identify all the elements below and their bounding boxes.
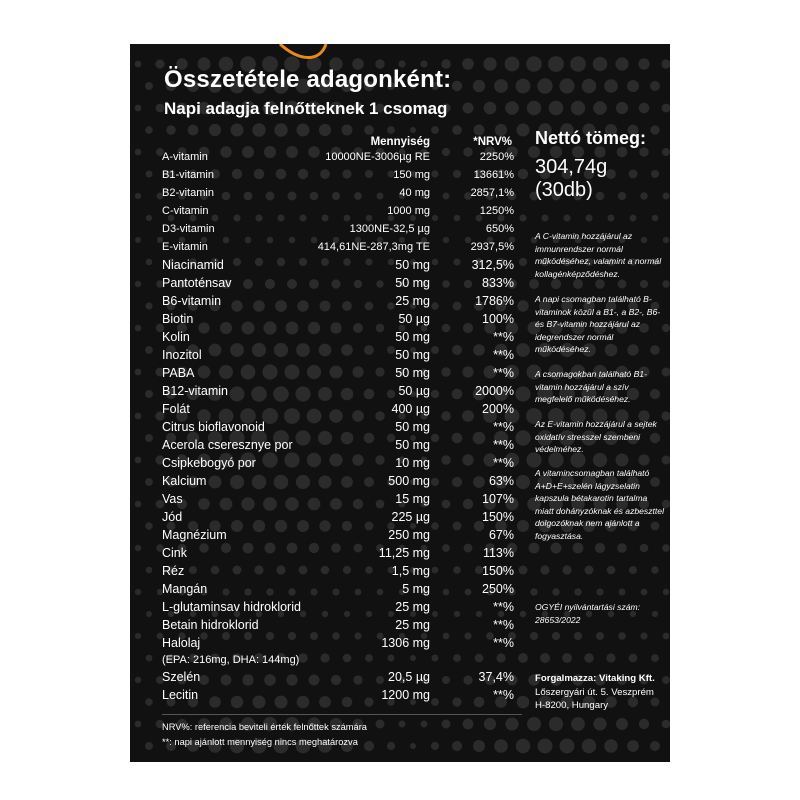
ingredient-name: B12-vitamin xyxy=(162,384,228,398)
ingredient-row xyxy=(162,310,522,328)
ingredient-row xyxy=(162,418,522,436)
ingredient-nrv: 37,4% xyxy=(478,670,514,684)
ingredient-nrv: 2857,1% xyxy=(470,187,514,199)
ingredient-quantity: 50 mg xyxy=(395,330,430,344)
distributor-address-line2: H-8200, Hungary xyxy=(535,700,609,711)
ingredient-nrv: 67% xyxy=(488,528,514,542)
ingredient-quantity: 50 µg xyxy=(398,384,430,398)
ingredient-quantity: 50 mg xyxy=(395,420,430,434)
ingredient-row xyxy=(162,256,522,274)
ingredient-name: Pantoténsav xyxy=(162,276,232,290)
ingredient-row xyxy=(162,364,522,382)
ingredient-name: Acerola cseresznye por xyxy=(162,438,293,452)
ingredient-nrv: 2250% xyxy=(479,151,514,163)
ingredient-row xyxy=(162,634,522,652)
ingredient-row xyxy=(162,686,522,704)
side-note-warning: A vitamincsomagban található A+D+E+szelén lágyzselatin kapszula bétakarotin tartalma miatt dohányzóknak és azbeszttel dolgozóknak nem ajánlott a fogyasztása. xyxy=(535,468,664,541)
ingredient-nrv: 113% xyxy=(482,546,514,560)
ingredient-row xyxy=(162,544,522,562)
ingredient-row xyxy=(162,508,522,526)
ingredient-nrv: **% xyxy=(493,600,514,614)
ingredient-row xyxy=(162,400,522,418)
side-note-c-vitamin: A C-vitamin hozzájárul az immunrendszer normál működéséhez, valamint a normál kollagénképződéshez. xyxy=(535,231,662,279)
net-weight-value: 304,74g (30db) xyxy=(535,156,608,201)
ingredient-quantity: 15 mg xyxy=(395,492,430,506)
ingredient-quantity: 50 mg xyxy=(395,276,430,290)
distributor-block xyxy=(535,672,667,713)
ingredient-nrv: **% xyxy=(493,348,514,362)
ingredient-quantity: 50 mg xyxy=(395,438,430,452)
ingredient-quantity: 1000 mg xyxy=(387,205,430,217)
ingredient-quantity: 500 mg xyxy=(388,474,430,488)
ingredient-quantity: 1306 mg xyxy=(381,636,430,650)
side-note-b1-vitamin: A csomagokban található B1-vitamin hozzájárul a szív megfelelő működéséhez. xyxy=(535,369,647,405)
ingredient-nrv: 1250% xyxy=(479,205,514,217)
ingredient-name: Csipkebogyó por xyxy=(162,456,256,470)
ingredient-row xyxy=(162,490,522,508)
column-header-quantity: Mennyiség xyxy=(370,136,430,148)
ingredient-quantity: 50 mg xyxy=(395,258,430,272)
ingredient-name: Vas xyxy=(162,492,183,506)
ingredient-nrv: **% xyxy=(493,420,514,434)
ingredient-nrv: **% xyxy=(493,330,514,344)
ingredient-quantity: 225 µg xyxy=(391,510,430,524)
ingredient-name: Niacinamid xyxy=(162,258,224,272)
ingredient-quantity: 150 mg xyxy=(393,169,430,181)
ingredient-row xyxy=(162,616,522,634)
page-subtitle: Napi adagja felnőtteknek 1 csomag xyxy=(164,99,448,118)
ingredient-nrv: 250% xyxy=(482,582,514,596)
ingredient-quantity: 10 mg xyxy=(395,456,430,470)
ingredient-quantity: 1200 mg xyxy=(381,688,430,702)
ingredient-name: A-vitamin xyxy=(162,151,208,163)
ingredient-nrv: **% xyxy=(493,438,514,452)
ingredient-nrv: 63% xyxy=(488,474,514,488)
ingredient-quantity: 414,61NE-287,3mg TE xyxy=(317,241,430,253)
ingredient-row xyxy=(162,526,522,544)
ingredient-nrv: 650% xyxy=(485,223,514,235)
ingredient-quantity: 50 µg xyxy=(398,312,430,326)
ingredient-name: B6-vitamin xyxy=(162,294,222,308)
ingredient-name: Lecitin xyxy=(162,688,199,702)
ingredient-nrv: **% xyxy=(493,456,514,470)
ingredient-name: Halolaj xyxy=(162,636,201,650)
ingredient-quantity: 250 mg xyxy=(388,528,430,542)
ingredient-row xyxy=(162,328,522,346)
ingredient-name: Jód xyxy=(162,510,183,524)
ingredient-nrv: 13661% xyxy=(473,169,514,181)
ingredient-row xyxy=(162,238,522,256)
ingredient-quantity: 25 mg xyxy=(395,618,430,632)
ingredient-quantity: 11,25 mg xyxy=(378,546,430,560)
ingredient-name: Kolin xyxy=(162,330,190,344)
ingredient-nrv: 100% xyxy=(482,312,514,326)
ingredient-nrv: 2000% xyxy=(475,384,514,398)
ingredient-row xyxy=(162,292,522,310)
label-panel xyxy=(130,44,670,762)
distributor-address-line1: Lőszergyári út. 5. Veszprém xyxy=(535,686,654,698)
ingredient-quantity: 50 mg xyxy=(395,348,430,362)
ingredient-name: (EPA: 216mg, DHA: 144mg) xyxy=(162,654,300,666)
ingredient-name: Cink xyxy=(162,546,188,560)
ingredient-name: Betain hidroklorid xyxy=(162,618,259,632)
ingredient-name: D3-vitamin xyxy=(162,223,215,235)
ingredient-row xyxy=(162,382,522,400)
ingredient-row xyxy=(162,652,522,668)
ingredient-name: Magnézium xyxy=(162,528,227,542)
ingredient-quantity: 20,5 µg xyxy=(388,670,430,684)
ingredient-name: Folát xyxy=(162,402,190,416)
ingredient-name: Citrus bioflavonoid xyxy=(162,420,265,434)
ingredient-row xyxy=(162,436,522,454)
ingredient-row xyxy=(162,166,522,184)
ingredient-row xyxy=(162,454,522,472)
ingredient-nrv: 833% xyxy=(482,276,514,290)
distributor-name: Forgalmazza: Vitaking Kft. xyxy=(535,673,655,684)
ingredient-nrv: **% xyxy=(493,636,514,650)
ingredient-quantity: 400 µg xyxy=(391,402,430,416)
ingredient-quantity: 1300NE-32,5 µg xyxy=(349,223,430,235)
ingredient-row xyxy=(162,274,522,292)
ingredient-quantity: 25 mg xyxy=(395,294,430,308)
ingredient-table xyxy=(162,148,522,704)
ingredient-row xyxy=(162,184,522,202)
ingredient-name: E-vitamin xyxy=(162,241,208,253)
ingredient-row xyxy=(162,346,522,364)
ingredient-nrv: **% xyxy=(493,618,514,632)
ingredient-row xyxy=(162,148,522,166)
ingredient-nrv: **% xyxy=(493,688,514,702)
ingredient-nrv: 2937,5% xyxy=(470,241,514,253)
ingredient-row xyxy=(162,668,522,686)
side-note-b-vitamins: A napi csomagban található B-vitaminok közül a B1-, a B2-, B6- és B7-vitamin hozzájárul az idegrendszer normál működéséhez. xyxy=(535,294,661,355)
column-header-nrv: *NRV% xyxy=(473,136,512,148)
net-weight-label: Nettó tömeg: xyxy=(535,128,646,148)
ingredient-quantity: 50 mg xyxy=(395,366,430,380)
ingredient-quantity: 1,5 mg xyxy=(391,564,430,578)
ingredient-quantity: 5 mg xyxy=(402,582,430,596)
ingredient-name: Mangán xyxy=(162,582,208,596)
ingredient-name: Biotin xyxy=(162,312,194,326)
footnote-divider xyxy=(162,714,522,715)
footnote-nrv: NRV%: referencia beviteli érték felnőttek számára xyxy=(162,722,367,732)
ingredient-nrv: **% xyxy=(493,366,514,380)
ingredient-row xyxy=(162,202,522,220)
ingredient-name: PABA xyxy=(162,366,195,380)
registration-number: OGYÉI nyilvántartási szám: 28653/2022 xyxy=(535,602,641,625)
ingredient-row xyxy=(162,472,522,490)
ingredient-name: L-glutaminsav hidroklorid xyxy=(162,600,301,614)
ingredient-row xyxy=(162,562,522,580)
ingredient-nrv: 150% xyxy=(482,564,514,578)
ingredient-name: C-vitamin xyxy=(162,205,209,217)
ingredient-name: B1-vitamin xyxy=(162,169,214,181)
side-note-e-vitamin: Az E-vitamin hozzájárul a sejtek oxidatív stresszel szembeni védelméhez. xyxy=(535,419,657,455)
ingredient-name: Szelén xyxy=(162,670,201,684)
ingredient-quantity: 40 mg xyxy=(399,187,430,199)
ingredient-name: B2-vitamin xyxy=(162,187,214,199)
ingredient-nrv: 107% xyxy=(482,492,514,506)
ingredient-nrv: 150% xyxy=(482,510,514,524)
ingredient-row xyxy=(162,580,522,598)
footnote-stars: **: napi ajánlott mennyiség nincs meghatározva xyxy=(162,737,358,747)
ingredient-row xyxy=(162,220,522,238)
ingredient-quantity: 25 mg xyxy=(395,600,430,614)
ingredient-row xyxy=(162,598,522,616)
ingredient-nrv: 200% xyxy=(482,402,514,416)
ingredient-nrv: 312,5% xyxy=(471,258,514,272)
ingredient-name: Inozitol xyxy=(162,348,202,362)
page-title: Összetétele adagonként: xyxy=(164,66,452,93)
ingredient-name: Réz xyxy=(162,564,185,578)
ingredient-nrv: 1786% xyxy=(475,294,514,308)
ingredient-quantity: 10000NE-3006µg RE xyxy=(325,151,430,163)
ingredient-name: Kalcium xyxy=(162,474,207,488)
